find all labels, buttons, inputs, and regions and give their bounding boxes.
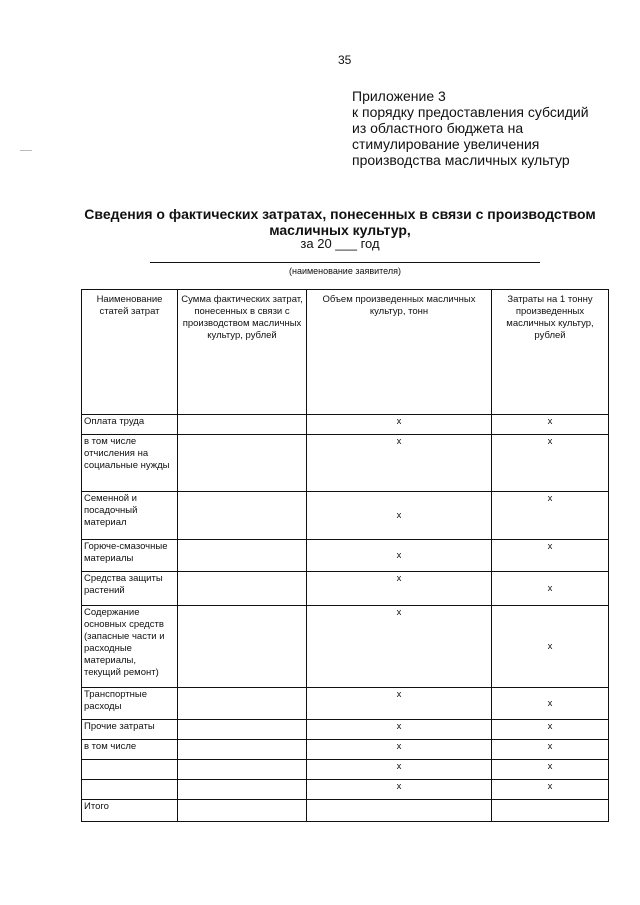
- report-year: за 20 ___ год: [300, 236, 380, 251]
- per-ton-cell: х: [492, 688, 609, 720]
- annex-line: Приложение 3: [352, 88, 446, 104]
- header-volume: Объем произведенных масличных культур, тонн: [307, 290, 492, 415]
- row-label: в том числе: [82, 740, 178, 760]
- table-row: [82, 492, 609, 540]
- header-cost-items: Наименование статей затрат: [82, 290, 178, 415]
- row-label: в том числе отчисления на социальные нужды: [82, 435, 178, 492]
- row-label: Транспортные расходы: [82, 688, 178, 720]
- cost-table: [81, 289, 609, 822]
- table-row: [82, 780, 609, 800]
- volume-cell: х: [307, 540, 492, 572]
- document-title: [60, 206, 620, 238]
- per-ton-cell: х: [492, 415, 609, 435]
- annex-line: стимулирование увеличения: [352, 136, 540, 152]
- table-row: [82, 760, 609, 780]
- row-label: Содержание основных средств (запасные части и расходные материалы, текущий ремонт): [82, 606, 178, 688]
- row-label[interactable]: [82, 760, 178, 780]
- table-header-row: [82, 290, 609, 415]
- volume-cell: х: [307, 415, 492, 435]
- row-label: Горюче-смазочные материалы: [82, 540, 178, 572]
- table-row-total: [82, 800, 609, 822]
- volume-cell[interactable]: [307, 800, 492, 822]
- row-label: Прочие затраты: [82, 720, 178, 740]
- annex-line: из областного бюджета на: [352, 120, 524, 136]
- per-ton-cell: х: [492, 740, 609, 760]
- header-actual-costs: Сумма фактических затрат, понесенных в связи с производством масличных культур, рублей: [178, 290, 307, 415]
- sum-cell[interactable]: [178, 800, 307, 822]
- sum-cell[interactable]: [178, 760, 307, 780]
- sum-cell[interactable]: [178, 572, 307, 606]
- sum-cell[interactable]: [178, 780, 307, 800]
- volume-cell: х: [307, 688, 492, 720]
- table-row: [82, 740, 609, 760]
- sum-cell[interactable]: [178, 540, 307, 572]
- per-ton-cell: х: [492, 780, 609, 800]
- table-row: [82, 415, 609, 435]
- sum-cell[interactable]: [178, 688, 307, 720]
- volume-cell: х: [307, 740, 492, 760]
- row-label[interactable]: [82, 780, 178, 800]
- row-label: Семенной и посадочный материал: [82, 492, 178, 540]
- table-row: [82, 606, 609, 688]
- sum-cell[interactable]: [178, 435, 307, 492]
- page-number: 35: [338, 53, 352, 67]
- table-row: [82, 688, 609, 720]
- annex-line: к порядку предоставления субсидий: [352, 104, 589, 120]
- applicant-name-line[interactable]: [150, 262, 540, 263]
- per-ton-cell: х: [492, 435, 609, 492]
- table-row: [82, 720, 609, 740]
- per-ton-cell: х: [492, 720, 609, 740]
- volume-cell: х: [307, 760, 492, 780]
- row-label: Оплата труда: [82, 415, 178, 435]
- annex-block: [352, 88, 612, 168]
- volume-cell: х: [307, 606, 492, 688]
- annex-line: производства масличных культур: [352, 152, 570, 168]
- sum-cell[interactable]: [178, 606, 307, 688]
- title-line-2: масличных культур,: [269, 222, 411, 238]
- volume-cell: х: [307, 780, 492, 800]
- title-line-1: Сведения о фактических затратах, понесенных в связи с производством: [84, 206, 596, 222]
- applicant-caption: (наименование заявителя): [288, 266, 402, 276]
- table-row: [82, 435, 609, 492]
- per-ton-cell: х: [492, 492, 609, 540]
- per-ton-cell: х: [492, 540, 609, 572]
- per-ton-cell[interactable]: [492, 800, 609, 822]
- header-cost-per-ton: Затраты на 1 тонну произведенных масличных культур, рублей: [492, 290, 609, 415]
- per-ton-cell: х: [492, 760, 609, 780]
- sum-cell[interactable]: [178, 415, 307, 435]
- sum-cell[interactable]: [178, 492, 307, 540]
- sum-cell[interactable]: [178, 720, 307, 740]
- volume-cell: х: [307, 720, 492, 740]
- table-row: [82, 540, 609, 572]
- sum-cell[interactable]: [178, 740, 307, 760]
- volume-cell: х: [307, 492, 492, 540]
- per-ton-cell: х: [492, 572, 609, 606]
- volume-cell: х: [307, 572, 492, 606]
- row-label: Средства защиты растений: [82, 572, 178, 606]
- table-row: [82, 572, 609, 606]
- row-label: Итого: [82, 800, 178, 822]
- volume-cell: х: [307, 435, 492, 492]
- scan-artifact: [20, 150, 32, 151]
- per-ton-cell: х: [492, 606, 609, 688]
